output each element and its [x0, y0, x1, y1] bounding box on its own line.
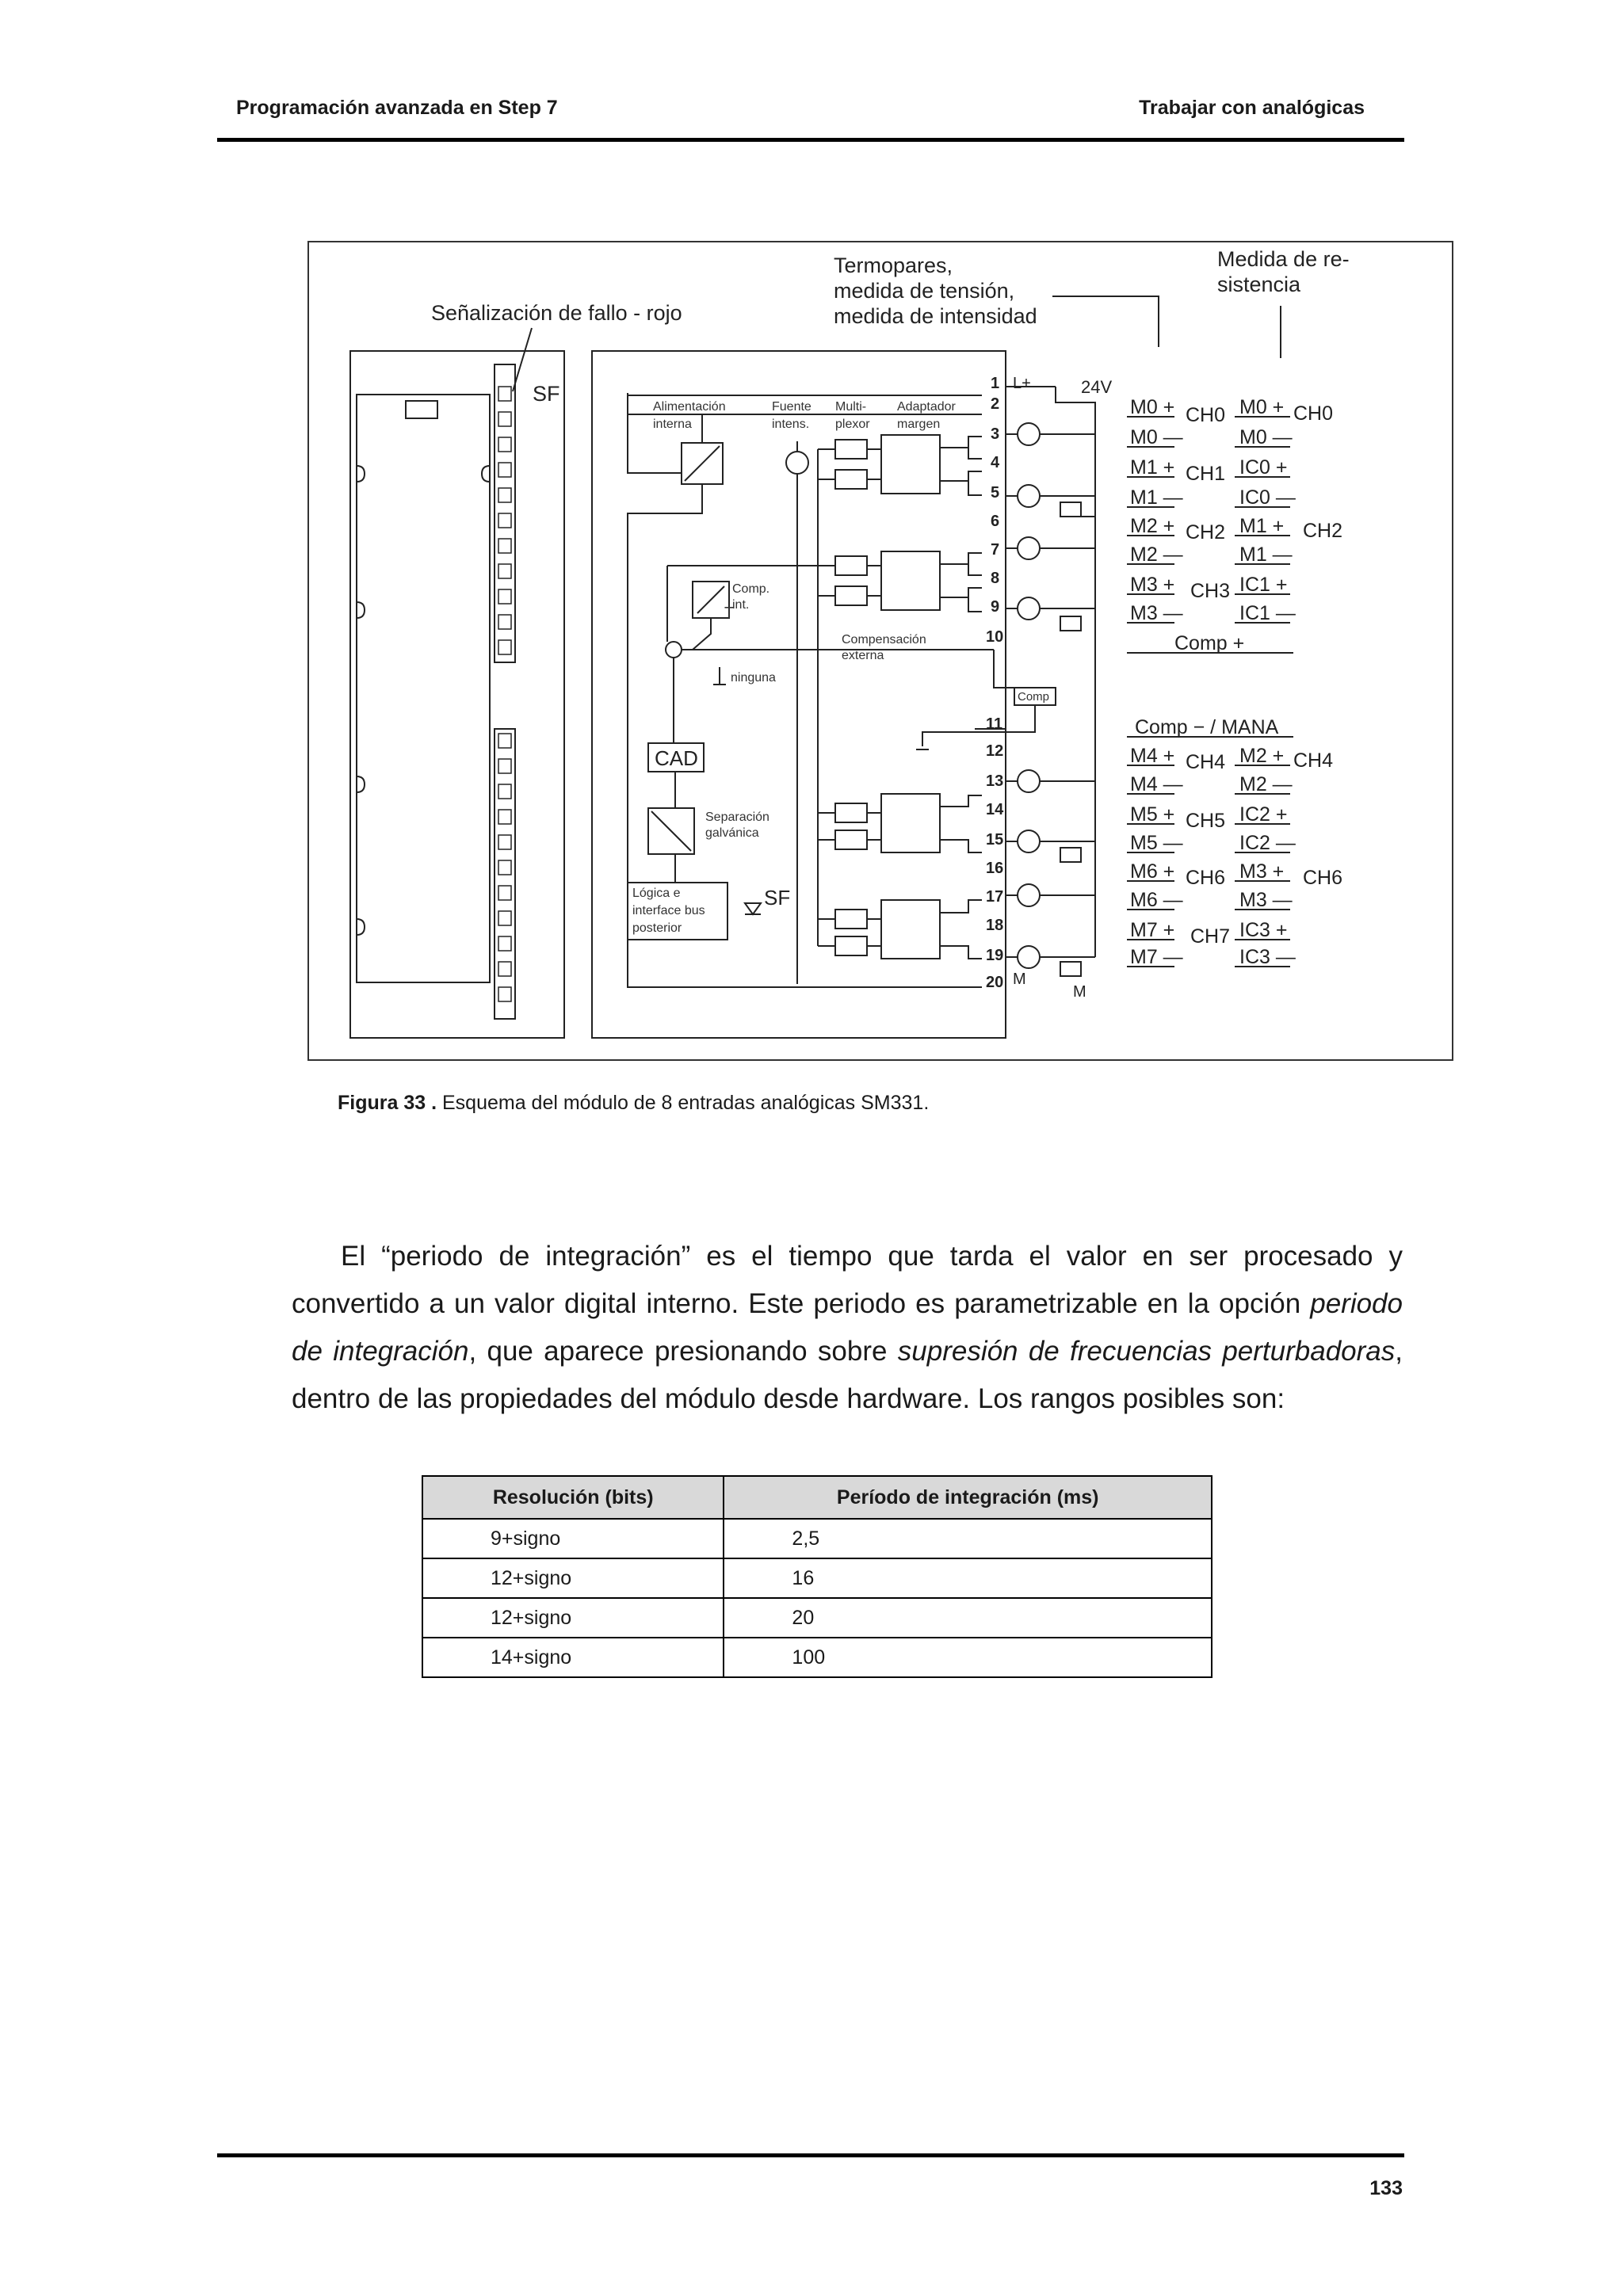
svg-text:CH5: CH5 [1186, 810, 1226, 832]
galvanic-separation-block [648, 808, 769, 883]
svg-text:M3 +: M3 + [1239, 860, 1285, 883]
svg-text:18: 18 [986, 917, 1004, 934]
svg-text:M0 —: M0 — [1130, 426, 1183, 448]
svg-text:3: 3 [991, 425, 1000, 443]
cell-period: 2,5 [724, 1519, 1212, 1558]
header-resolution: Resolución (bits) [422, 1476, 724, 1519]
svg-text:4: 4 [991, 454, 1000, 471]
cell-resolution: 9+signo [422, 1519, 724, 1558]
svg-text:CH2: CH2 [1303, 520, 1343, 542]
svg-text:intens.: intens. [772, 418, 810, 431]
svg-text:IC1 —: IC1 — [1239, 602, 1296, 624]
table-row [422, 1638, 1212, 1677]
current-source-block [772, 400, 957, 984]
paragraph-italic-2: supresión de frecuencias perturbadoras [897, 1336, 1396, 1367]
paragraph-italic-1: periodo de integración [292, 1288, 1403, 1367]
svg-text:M7 +: M7 + [1130, 919, 1175, 941]
right-channel-labels [1293, 402, 1342, 889]
svg-text:M3 —: M3 — [1239, 889, 1293, 911]
svg-text:17: 17 [986, 888, 1004, 906]
cell-resolution: 12+signo [422, 1558, 724, 1598]
running-header-right: Trabajar con analógicas [1139, 97, 1365, 119]
table-row [422, 1519, 1212, 1558]
svg-text:M6 +: M6 + [1130, 860, 1175, 883]
svg-text:M4 —: M4 — [1130, 773, 1183, 795]
svg-text:M1 +: M1 + [1239, 515, 1285, 537]
svg-text:SF: SF [764, 886, 791, 910]
svg-text:M5 +: M5 + [1130, 803, 1175, 826]
svg-text:Separación: Separación [705, 810, 769, 824]
cell-period: 100 [724, 1638, 1212, 1677]
running-header-left: Programación avanzada en Step 7 [236, 97, 558, 119]
svg-text:IC0 +: IC0 + [1239, 456, 1288, 479]
svg-text:CH0: CH0 [1293, 402, 1334, 425]
paragraph-text-2: , que aparece presionando sobre [468, 1336, 898, 1367]
svg-text:Multi-: Multi- [835, 400, 867, 414]
svg-text:M2 +: M2 + [1130, 515, 1175, 537]
svg-text:M1 +: M1 + [1130, 456, 1175, 479]
svg-text:interna: interna [653, 418, 692, 431]
svg-text:6: 6 [991, 513, 1000, 530]
svg-text:IC3 +: IC3 + [1239, 919, 1288, 941]
svg-text:16: 16 [986, 860, 1004, 877]
terminal-strip [498, 387, 511, 1001]
svg-text:CH2: CH2 [1186, 521, 1226, 543]
thermo-label-1: Termopares, [834, 254, 953, 277]
left-channel-labels [1186, 404, 1230, 948]
svg-text:M0 +: M0 + [1239, 396, 1285, 418]
thermo-label-3: medida de intensidad [834, 304, 1037, 328]
resist-label-2: sistencia [1217, 273, 1301, 296]
svg-text:11: 11 [986, 715, 1003, 733]
svg-text:posterior: posterior [632, 921, 682, 935]
svg-text:19: 19 [986, 947, 1004, 964]
svg-text:M6 —: M6 — [1130, 889, 1183, 911]
svg-text:CH6: CH6 [1303, 867, 1343, 889]
header-integration-period: Período de integración (ms) [724, 1476, 1212, 1519]
svg-text:13: 13 [986, 772, 1004, 790]
svg-text:M0 +: M0 + [1130, 396, 1175, 418]
table-header-row [422, 1476, 1212, 1519]
svg-text:12: 12 [986, 742, 1004, 760]
adc-block [648, 743, 704, 808]
cell-period: 20 [724, 1598, 1212, 1638]
svg-text:M2 —: M2 — [1130, 543, 1183, 566]
svg-text:plexor: plexor [835, 418, 870, 431]
header-rule [217, 138, 1404, 142]
svg-text:Comp.: Comp. [732, 582, 770, 596]
cell-resolution: 14+signo [422, 1638, 724, 1677]
svg-text:M4 +: M4 + [1130, 745, 1175, 767]
svg-text:Comp: Comp [1018, 690, 1050, 704]
svg-text:Comp +: Comp + [1174, 632, 1245, 654]
comp-block [916, 650, 1056, 749]
cell-period: 16 [724, 1558, 1212, 1598]
svg-text:Comp − / MANA: Comp − / MANA [1135, 716, 1279, 738]
paragraph-text-1: El “periodo de integración” es el tiempo que tarda el valor en ser procesado y convertido a un valor digital interno. Este periodo es parametrizable en la opción [292, 1241, 1403, 1319]
caption-label: Figura 33 . [338, 1092, 437, 1114]
svg-text:IC2 +: IC2 + [1239, 803, 1288, 826]
svg-text:CH7: CH7 [1190, 925, 1231, 948]
svg-text:10: 10 [986, 628, 1004, 646]
svg-text:int.: int. [732, 598, 750, 612]
svg-text:CAD: CAD [655, 746, 698, 770]
internal-supply-block [628, 393, 982, 987]
svg-text:IC2 —: IC2 — [1239, 832, 1296, 854]
svg-text:2: 2 [991, 395, 1000, 413]
svg-text:IC0 —: IC0 — [1239, 486, 1296, 509]
schematic-diagram [309, 242, 1452, 1059]
module-front-panel [350, 351, 564, 1038]
svg-text:T: T [724, 605, 735, 622]
caption-text: Esquema del módulo de 8 entradas analógicas SM331. [437, 1092, 930, 1114]
svg-text:IC3 —: IC3 — [1239, 946, 1296, 968]
m-ground-label: M [1073, 983, 1086, 1001]
svg-text:M1 —: M1 — [1239, 543, 1293, 566]
body-paragraph [292, 1233, 1403, 1423]
footer-rule [217, 2153, 1404, 2157]
svg-text:ninguna: ninguna [731, 671, 776, 685]
svg-text:9: 9 [991, 598, 1000, 616]
thermo-label-2: medida de tensión, [834, 279, 1015, 303]
svg-text:Lógica e: Lógica e [632, 887, 681, 900]
svg-text:M1 —: M1 — [1130, 486, 1183, 509]
svg-text:CH1: CH1 [1186, 463, 1226, 485]
svg-text:galvánica: galvánica [705, 826, 759, 840]
resist-label-1: Medida de re- [1217, 247, 1350, 271]
svg-text:5: 5 [991, 484, 1000, 502]
sf-label: SF [533, 382, 560, 406]
svg-text:14: 14 [986, 801, 1004, 818]
svg-text:M2 —: M2 — [1239, 773, 1293, 795]
thermo-leader [1052, 296, 1159, 347]
svg-text:Señalización de fallo - rojo: Señalización de fallo - rojo [431, 301, 682, 325]
figure-caption [338, 1092, 929, 1115]
svg-text:Adaptador: Adaptador [897, 400, 956, 414]
svg-text:7: 7 [991, 541, 1000, 559]
figure-sm331-schematic [307, 241, 1453, 1061]
bus-logic-block [628, 883, 790, 940]
fault-signal-label [431, 301, 682, 325]
svg-text:Fuente: Fuente [772, 400, 812, 414]
svg-text:CH4: CH4 [1186, 751, 1226, 773]
svg-text:CH6: CH6 [1186, 867, 1226, 889]
terminal-numbers [986, 375, 1004, 991]
internal-compensation-block [666, 566, 994, 743]
paragraph-text-3: , dentro de las propiedades del módulo desde hardware. Los rangos posibles son: [292, 1336, 1403, 1414]
svg-text:Alimentación: Alimentación [653, 400, 726, 414]
svg-text:CH0: CH0 [1186, 404, 1226, 426]
svg-text:M5 —: M5 — [1130, 832, 1183, 854]
svg-text:1: 1 [991, 375, 1000, 392]
table-row [422, 1598, 1212, 1638]
svg-text:externa: externa [842, 649, 884, 662]
svg-text:M2 +: M2 + [1239, 745, 1285, 767]
m-terminal-label: M [1013, 971, 1026, 988]
svg-text:M3 —: M3 — [1130, 602, 1183, 624]
svg-text:20: 20 [986, 974, 1004, 991]
sensor-wiring [1006, 387, 1095, 976]
svg-text:M0 —: M0 — [1239, 426, 1293, 448]
svg-text:IC1 +: IC1 + [1239, 574, 1288, 596]
svg-text:15: 15 [986, 831, 1004, 849]
table-row [422, 1558, 1212, 1598]
svg-text:Compensación: Compensación [842, 633, 926, 646]
right-terminal-labels [1239, 396, 1296, 968]
svg-text:CH3: CH3 [1190, 580, 1231, 602]
svg-text:8: 8 [991, 570, 1000, 587]
svg-text:CH4: CH4 [1293, 749, 1334, 772]
24v-label: 24V [1081, 377, 1113, 397]
lplus-label: L+ [1013, 375, 1031, 392]
page-number: 133 [1369, 2177, 1403, 2199]
cell-resolution: 12+signo [422, 1598, 724, 1638]
integration-period-table [422, 1475, 1212, 1678]
svg-text:M7 —: M7 — [1130, 946, 1183, 968]
svg-text:interface bus: interface bus [632, 904, 705, 917]
svg-text:M3 +: M3 + [1130, 574, 1175, 596]
svg-text:margen: margen [897, 418, 941, 431]
